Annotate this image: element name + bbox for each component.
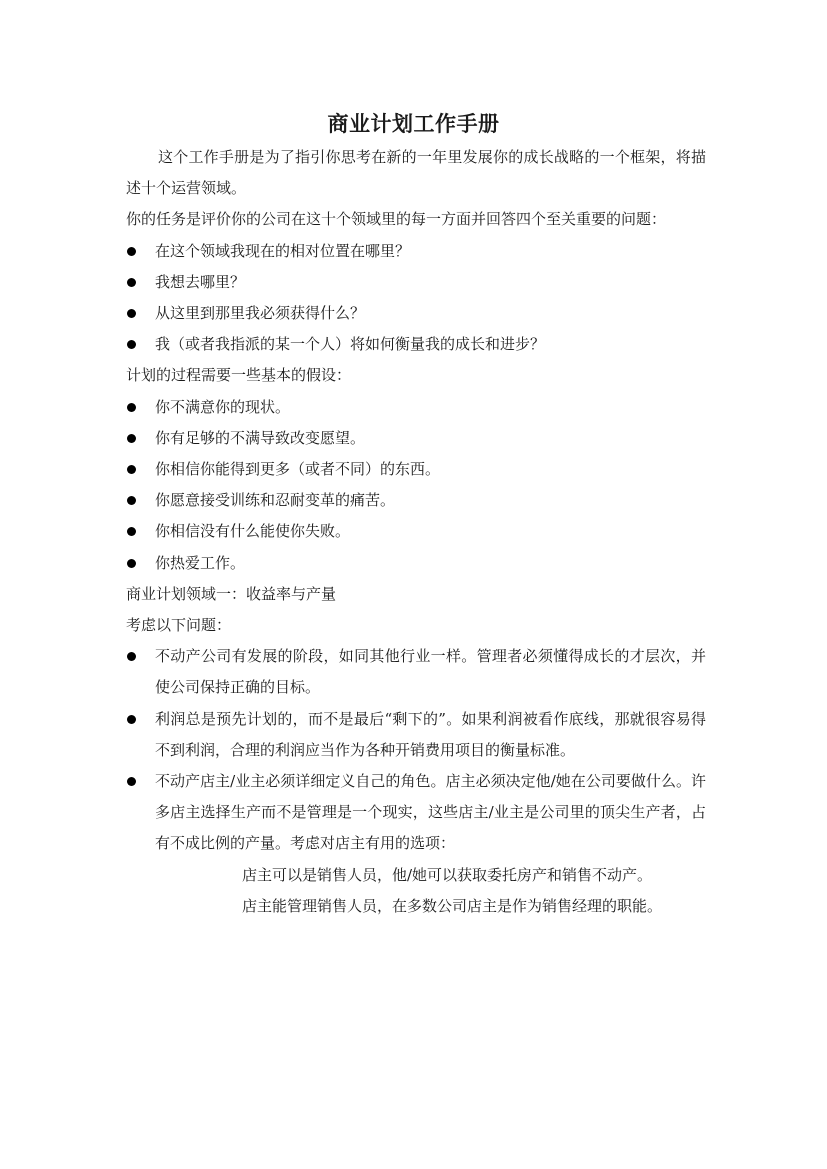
consider-label: 考虑以下问题： bbox=[126, 616, 232, 635]
task-paragraph: 你的任务是评价你的公司在这十个领域里的每一方面并回答四个至关重要的问题： bbox=[126, 210, 667, 229]
bullet-icon bbox=[127, 496, 136, 505]
option-line: 店主能管理销售人员，在多数公司店主是作为销售经理的职能。 bbox=[242, 896, 663, 915]
list-item-text: 你相信你能得到更多（或者不同）的东西。 bbox=[155, 460, 441, 479]
bullet-icon bbox=[127, 465, 136, 474]
bullet-icon bbox=[127, 559, 136, 568]
list-item-text: 你相信没有什么能使你失败。 bbox=[155, 522, 351, 541]
list-item bbox=[126, 267, 706, 298]
list-item-text: 你愿意接受训练和忍耐变革的痛苦。 bbox=[155, 491, 396, 510]
consideration-list bbox=[126, 641, 706, 859]
assumption-list bbox=[126, 392, 706, 579]
bullet-icon bbox=[127, 777, 136, 786]
assumptions-intro: 计划的过程需要一些基本的假设： bbox=[126, 366, 352, 385]
list-item bbox=[126, 392, 706, 423]
bullet-icon bbox=[127, 278, 136, 287]
bullet-icon bbox=[127, 527, 136, 536]
list-item bbox=[126, 766, 706, 860]
list-item bbox=[126, 485, 706, 516]
list-item bbox=[126, 516, 706, 547]
list-item-text: 我想去哪里？ bbox=[155, 272, 246, 291]
document-title: 商业计划工作手册 bbox=[327, 111, 500, 136]
list-item-text: 我（或者我指派的某一个人）将如何衡量我的成长和进步？ bbox=[155, 335, 546, 354]
list-item-text: 不动产公司有发展的阶段，如同其他行业一样。管理者必须懂得成长的才层次，并使公司保持正确的目标。 bbox=[155, 647, 706, 697]
list-item bbox=[126, 423, 706, 454]
list-item-text: 你不满意你的现状。 bbox=[155, 397, 291, 416]
list-item-text: 在这个领域我现在的相对位置在哪里？ bbox=[155, 241, 411, 260]
bullet-icon bbox=[127, 340, 136, 349]
bullet-icon bbox=[127, 434, 136, 443]
bullet-icon bbox=[127, 715, 136, 724]
list-item-text: 你热爱工作。 bbox=[155, 553, 246, 572]
list-item bbox=[126, 704, 706, 766]
document-body bbox=[126, 142, 706, 922]
list-item-text: 利润总是预先计划的，而不是最后“剩下的”。如果利润被看作底线，那就很容易得不到利润，合理的利润应当作为各种开销费用项目的衡量标准。 bbox=[155, 709, 706, 759]
question-list bbox=[126, 236, 706, 361]
owner-options bbox=[126, 860, 706, 922]
section-heading: 商业计划领域一：收益率与产量 bbox=[126, 584, 337, 603]
intro-paragraph: 这个工作手册是为了指引你思考在新的一年里发展你的成长战略的一个框架，将描述十个运营领域。 bbox=[126, 148, 706, 198]
list-item-text: 你有足够的不满导致改变愿望。 bbox=[155, 428, 366, 447]
list-item-text: 不动产店主/业主必须详细定义自己的角色。店主必须决定他/她在公司要做什么。许多店主选择生产而不是管理是一个现实，这些店主/业主是公司里的顶尖生产者，占有不成比例的产量。考虑对店主有用的选项： bbox=[155, 772, 706, 853]
list-item bbox=[126, 454, 706, 485]
list-item bbox=[126, 641, 706, 703]
bullet-icon bbox=[127, 309, 136, 318]
option-line: 店主可以是销售人员，他/她可以获取委托房产和销售不动产。 bbox=[242, 865, 653, 884]
bullet-icon bbox=[127, 652, 136, 661]
bullet-icon bbox=[127, 403, 136, 412]
bullet-icon bbox=[127, 247, 136, 256]
list-item bbox=[126, 548, 706, 579]
list-item bbox=[126, 298, 706, 329]
list-item bbox=[126, 236, 706, 267]
list-item bbox=[126, 329, 706, 360]
list-item-text: 从这里到那里我必须获得什么？ bbox=[155, 304, 366, 323]
